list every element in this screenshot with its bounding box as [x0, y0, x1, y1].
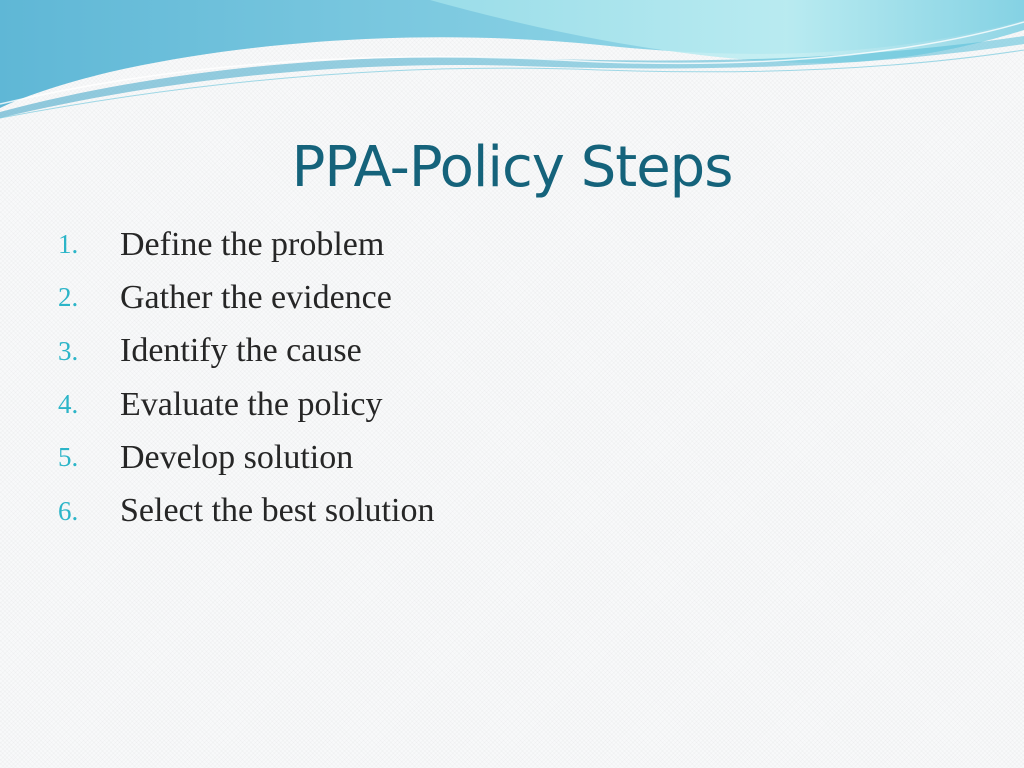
list-item — [58, 218, 434, 271]
list-item — [58, 325, 434, 378]
slide-title: PPA-Policy Steps — [291, 135, 733, 200]
step-number: 6. — [58, 495, 79, 526]
list-item — [58, 431, 434, 484]
step-text: Evaluate the policy — [120, 385, 383, 423]
list-item — [58, 271, 434, 324]
step-number: 4. — [58, 389, 79, 420]
step-number: 1. — [58, 229, 79, 260]
step-number: 5. — [58, 442, 79, 473]
steps-list — [58, 218, 434, 538]
step-text: Identify the cause — [120, 332, 362, 370]
step-number: 2. — [58, 282, 79, 313]
step-text: Select the best solution — [120, 492, 435, 530]
step-number: 3. — [58, 335, 79, 366]
list-item — [58, 378, 434, 431]
header-wave-decoration — [0, 0, 1024, 130]
list-item — [58, 484, 434, 537]
step-text: Develop solution — [120, 438, 354, 476]
step-text: Gather the evidence — [120, 278, 392, 316]
step-text: Define the problem — [120, 225, 385, 263]
